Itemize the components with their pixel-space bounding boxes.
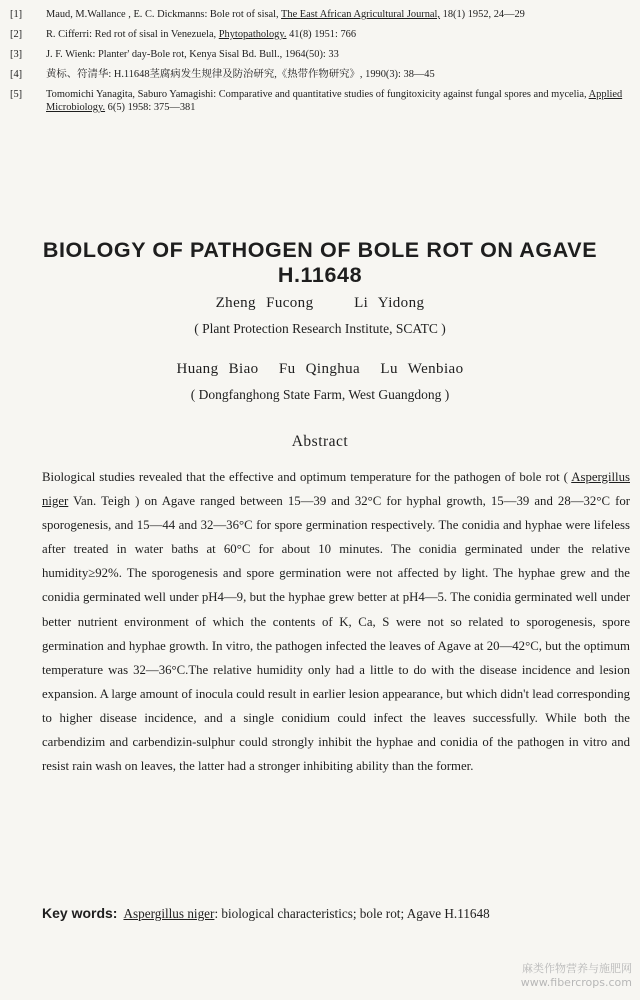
abstract-heading: Abstract [291,433,349,450]
abstract-text: Biological studies revealed that the effective and optimum temperature for the pathogen of bole rot ( Aspergillus niger Van. Teigh ) on Agave ranged between 15—39 and 32°C for hyphal growth, 15—39 and 28—32°C for sporogenesis, and 15—44 and 32—36°C for spore germination respectively. The conidia and hyphae were lifeless after treated in water baths at 60°C for about 10 minutes. The conidia germinated under the relative humidity≥92%. The sporogenesis and spore germination were not affected by light. The hyphae grew and the conidia germinated well under pH4—9, but the hyphae grew better at pH4—5. The conidia germinated well under better nutrient environment of which the contents of K, Ca, S were not so related to sporogenesis, spore germination and hyphae growth. In vitro, the pathogen infected the leaves of Agave at 20—42°C, but the optimum temperature was 32—36°C.The relative humidity only had a little to do with the disease incidence and lesion expansion. A large amount of inocula could result in earlier lesion appearance, but which didn't lead corresponding to higher disease incidence, and a single conidium could infect the leaves successfully. While both the carbendizim and carbendizin-sulphur could strongly inhibit the hyphae and conidia of the pathogen in vitro and resist rain wash on leaves, the latter had a stronger inhibiting ability than the former. [42,470,630,774]
reference-item [10,68,632,81]
author-line: Zheng Fucong Li Yidong [215,295,425,311]
reference-text: R. Cifferri: Red rot of sisal in Venezuela, Phytopathology. 41(8) 1951: 766 [46,29,357,40]
affiliation: ( Dongfanghong State Farm, West Guangdong ) [190,387,450,402]
journal-name: Applied Microbiology. [46,89,623,113]
affiliation: ( Plant Protection Research Institute, SCATC ) [194,321,446,336]
reference-number: [1] [10,9,23,20]
reference-item [10,28,632,41]
reference-list [10,8,632,121]
journal-name: Phytopathology. [218,29,287,40]
reference-text: Tomomichi Yanagita, Saburo Yamagishi: Comparative and quantitative studies of fungitoxicity against fungal spores and mycelia, Applied Microbiology. 6(5) 1958: 375—381 [46,89,623,113]
reference-item [10,88,632,114]
journal-name: The East African Agricultural Journal, [281,9,441,20]
reference-item [10,8,632,21]
reference-number: [3] [10,49,23,60]
paper-title: BIOLOGY OF PATHOGEN OF BOLE ROT ON AGAVE H.11648 [42,238,598,287]
reference-number: [2] [10,29,23,40]
reference-number: [4] [10,69,23,80]
watermark-line: 麻类作物营养与施肥网 [522,962,632,975]
author-line: Huang Biao Fu Qinghua Lu Wenbiao [176,361,464,377]
watermark-line: www.fibercrops.com [520,975,632,989]
reference-item [10,48,632,61]
reference-text: J. F. Wienk: Planter' day-Bole rot, Kenya Sisal Bd. Bull., 1964(50): 33 [46,49,339,60]
reference-text: 黄标、符清华: H.11648茎腐病发生规律及防治研究,《热带作物研究》, 1990(3): 38—45 [46,69,435,80]
reference-number: [5] [10,89,23,100]
species-name: Aspergillus niger [42,470,630,509]
keywords-label: Key words: [42,905,118,921]
keywords-rest: : biological characteristics; bole rot; Agave H.11648 [214,906,490,921]
keyword-species: Aspergillus niger [123,906,215,921]
reference-text: Maud, M.Wallance , E. C. Dickmanns: Bole rot of sisal, The East African Agricultural Journal, 18(1) 1952, 24—29 [46,9,525,20]
keywords [42,905,634,922]
site-watermark [492,962,632,990]
